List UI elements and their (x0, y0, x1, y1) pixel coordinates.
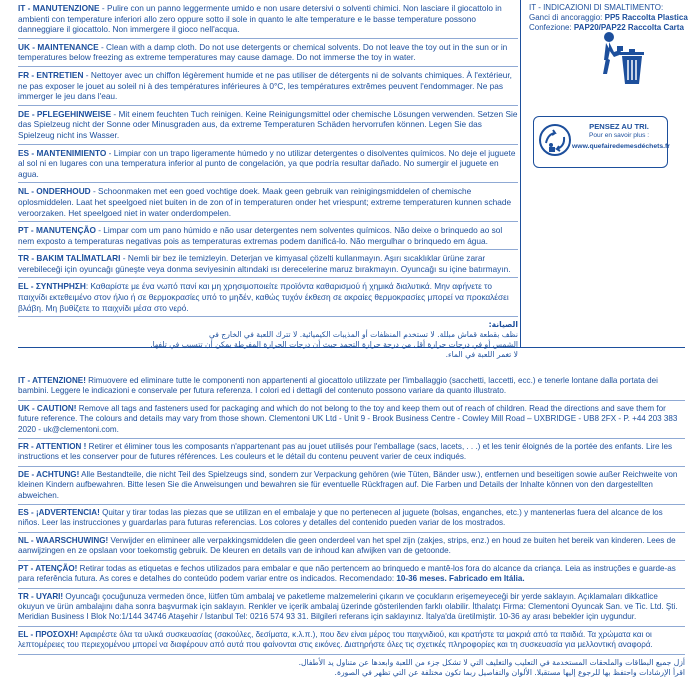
maintenance-uk (18, 42, 518, 63)
warning-fr (18, 442, 685, 463)
maintenance-ar-line: نظف بقطعة قماش مبللة. لا تستخدم المنظفات أو المذيبات الكيميائية. لا تترك اللعبة في الخارج في (208, 330, 518, 340)
disposal-hooks-value: PP5 Raccolta Plastica (604, 13, 688, 22)
maintenance-it (18, 3, 518, 35)
warnings-section (18, 376, 685, 679)
section-rule (18, 221, 518, 222)
warning-de-heading: DE - ACHTUNG! (18, 469, 80, 479)
warning-pt-age-origin: 10-36 meses. Fabricado em Itália. (396, 574, 525, 584)
section-rule (18, 66, 518, 67)
warning-ar (18, 658, 685, 679)
warning-uk (18, 404, 685, 435)
warning-es (18, 508, 685, 529)
maintenance-fr-heading: FR - ENTRETIEN (18, 69, 84, 80)
disposal-package-label: Confezione: (529, 23, 574, 32)
warning-ar-line: اقرأ الإرشادات واحتفظ بها للرجوع إليها مستقبلا. الألوان والتفاصيل ربما تكون مختلفة عن التي تظهر في الصورة. (334, 668, 685, 678)
maintenance-it-heading: IT - MANUTENZIONE (18, 3, 100, 13)
maintenance-it-text: - Pulire con un panno leggermente umido e non usare detersivi o solventi chimici. Non lasciare il giocattolo in ambienti con temperature inferiori allo zero oppure sotto il sole in quanto le alte temperature e le basse temperature possono danneggiare il giocattolo. Non immergere il gioco nell'acqua. (18, 3, 502, 35)
maintenance-pt-text: - Limpar com um pano húmido e não usar detergentes nem solventes químicos. Não deixe o brinquedo ao sol nem exposto a temperaturas negativas pois as temperaturas extremas podem danificá-lo. Não mergulhar o brinquedo em água. (18, 225, 503, 246)
warning-it (18, 376, 685, 397)
warning-uk-text: Remove all tags and fasteners used for packaging and which do not belong to the toy and keep them out of reach of children. Read the directions and save them for future reference. The colours and details may vary from those shown. Clementoni UK Ltd - Unit 9 - Brook Business Centre - Cowley Mill Road – UXBRIDGE - UB8 2FX - P. +44 203 383 2020 - uk@clementoni.com. (18, 403, 678, 434)
vertical-divider (520, 0, 521, 348)
section-rule (18, 626, 685, 627)
section-rule (18, 588, 685, 589)
warning-es-heading: ES - ¡ADVERTENCIA! (18, 508, 100, 518)
maintenance-section (18, 3, 518, 360)
warning-pt-heading: PT - ATENÇÃO! (18, 563, 78, 573)
maintenance-nl-heading: NL - ONDERHOUD (18, 186, 91, 197)
maintenance-es (18, 148, 518, 180)
maintenance-es-heading: ES - MANTENIMIENTO (18, 147, 107, 158)
triman-recycle-box (533, 116, 668, 168)
recycle-bin-icon (600, 30, 646, 90)
maintenance-nl-text: - Schoonmaken met een goed vochtige doek. Maak geen gebruik van reinigingsmiddelen of chemische oplosmiddelen. Laat het speelgoed niet buiten in de zon of in temperaturen onder het vriespunt; extreme temperaturen kunnen schade veroorzaken. Het speelgoed niet in water onderdompelen. (18, 186, 512, 218)
warning-el-text: Αφαιρέστε όλα τα υλικά συσκευασίας (σακούλες, δεσίματα, κ.λ.π.), που δεν είναι μέρος του παιχνιδιού, και κρατήστε τα μακριά από τα παιδιά. Τα χρώματα και οι λεπτομέρειες του περιεχομένου μπορεί να διαφέρουν από αυτά που φαίνονται στις εικόνες. Διατηρήστε όλες τις σχετικές πληροφορίες και τη συσκευασία για μελλοντική αναφορά. (18, 629, 653, 650)
warning-fr-heading: FR - ATTENTION ! (18, 442, 87, 452)
maintenance-el-text: : Καθαρίστε με ένα νωπό πανί και μη χρησιμοποιείτε προϊόντα καθαρισμού ή χημικά διαλυτικά. Μην αφήνετε το παιχνίδι εκτεθειμένο στον ήλιο ή σε θερμοκρασίες υπό το μηδέν, καθώς τυχόν έκθεση σε ακραίες θερμοκρασίες μπορεί να προκαλέσει βλάβη. Μη βυθίζετε το παιχνίδι μέσα στο νερό. (18, 281, 509, 313)
warning-nl-heading: NL - WAARSCHUWING! (18, 535, 109, 545)
maintenance-de-text: - Mit einem feuchten Tuch reinigen. Keine Reinigungsmittel oder chemische Lösungen verwenden. Setzen Sie das Spielzeug nicht der Sonne oder Minusgraden aus, da extreme Temperaturen Schäden hervorrufen können. Legen Sie das Spielzeug nicht ins Wasser. (18, 108, 518, 140)
warning-it-text: Rimuovere ed eliminare tutte le componenti non appartenenti al giocattolo utilizzate per l'imballaggio (sacchetti, laccetti, ecc.) e tenerle lontane dalla portata dei bambini. Leggere le indicazioni e conservale per futura referenza. I colori ed i dettagli del contenuto possono variare da quanto illustrato. (18, 376, 658, 396)
maintenance-pt-heading: PT - MANUTENÇÃO (18, 225, 96, 236)
section-rule (18, 249, 518, 250)
disposal-title: IT - INDICAZIONI DI SMALTIMENTO: (529, 3, 664, 12)
maintenance-uk-text: - Clean with a damp cloth. Do not use detergents or chemical solvents. Do not leave the toy out in the sun or in temperatures below freezing as extreme temperatures may cause damage. Do not immerse the toy in water. (18, 41, 508, 63)
warning-ar-line: أزل جميع البطاقات والملحقات المستخدمة في التعليب والتغليف التي لا تشكل جزء من اللعبة وابعدها عن متناول يد الأطفال. (298, 657, 685, 667)
warning-uk-heading: UK - CAUTION! (18, 403, 77, 413)
section-rule (18, 466, 685, 467)
maintenance-ar (18, 320, 518, 360)
maintenance-el (18, 281, 518, 313)
section-rule (18, 316, 518, 317)
disposal-line-hooks (529, 13, 694, 23)
section-rule (18, 105, 518, 106)
warning-fr-text: Retirer et éliminer tous les composants n'appartenant pas au jouet utilisés pour l'emballage (sacs, lacets, . . .) et les tenir éloignés de la portée des enfants. Lire les instructions et les conserver pour de futures références. Les couleurs et le détail du contenu peuvent varier de ceux indiqués. (18, 442, 673, 462)
warning-de-text: Alle Bestandteile, die nicht Teil des Spielzeugs sind, sondern zur Verpackung gehören (wie Tüten, Bänder usw.), entfernen und beseitigen sowie außer Reichweite von kleinen Kindern aufbewahren. Bitte lesen Sie die Anweisungen und bewahren sie für eventuelle Rückfragen auf. Die Farben und Details der Inhalte können von den dargestellten abweichen. (18, 469, 678, 500)
maintenance-de-heading: DE - PFLEGEHINWEISE (18, 108, 112, 119)
maintenance-fr (18, 70, 518, 102)
section-rule (18, 654, 685, 655)
disposal-section (529, 3, 694, 33)
warning-el (18, 630, 685, 651)
section-rule (18, 182, 518, 183)
warning-it-heading: IT - ATTENZIONE! (18, 376, 86, 385)
warning-tr (18, 592, 685, 623)
section-rule (18, 144, 518, 145)
warning-tr-heading: TR - UYARI! (18, 591, 64, 601)
warning-el-heading: EL - ΠΡΟΣΟΧΗ! (18, 629, 79, 639)
maintenance-fr-text: - Nettoyer avec un chiffon légèrement humide et ne pas utiliser de détergents ni de solvants chimiques. À l'extérieur, ne pas exposer le jouet au soleil ni à des températures inférieures à 0°C, les températures extrêmes peuvent l'endommager. Ne pas immerger le jeu dans l'eau. (18, 69, 512, 102)
maintenance-ar-heading: الصيانة: (488, 320, 518, 330)
warning-nl (18, 536, 685, 557)
warning-nl-text: Verwijder en elimineer alle verpakkingsmiddelen die geen onderdeel van het spel zijn (zakjes, strips, enz.) en houd ze buiten het bereik van kinderen. Lees de aanwijzingen en ze opslaan voor toekomstig gebruik. De kleuren en details van de inhoud kan afwijken van de getoonde. (18, 535, 676, 556)
triman-url: www.quefairedemesdéchets.fr (572, 143, 670, 150)
maintenance-ar-line: لا تغمر اللعبة في الماء. (445, 350, 518, 360)
maintenance-el-heading: EL - ΣΥΝΤΗΡΗΣΗ (18, 281, 86, 292)
warning-de (18, 470, 685, 501)
section-rule (18, 38, 518, 39)
maintenance-nl (18, 186, 518, 218)
section-rule (18, 560, 685, 561)
section-rule (18, 504, 685, 505)
warning-tr-text: Oyuncağı çocuğunuza vermeden önce, lütfen tüm ambalaj ve paketleme malzemelerini çıkarın ve çocukların erişemeyeceği bir yerde saklayın. Açıklamaları dikkatlice okuyun ve ürün ambalajını daha sonra başvurmak için saklayın. Renkler ve içerik ambalaj üzerinde gösterilenden farklı olabilir. İthalatçı Firma: Clementoni Oyuncak San. ve Tic. Ltd. Şti. Meridian Business I Blok No:1/144 34746 Ataşehir / İstanbul Tel: 0216 574 93 31. Bilgileri referans için saklayınız. İtalya'da üretilmiştir. 10-36 ay arası bebekler için uygundur. (18, 591, 678, 622)
maintenance-uk-heading: UK - MAINTENANCE (18, 41, 99, 52)
disposal-hooks-label: Ganci di ancoraggio: (529, 13, 605, 22)
triman-title: PENSEZ AU TRI. (589, 122, 649, 131)
section-rule (18, 400, 685, 401)
triman-subtitle: Pour en savoir plus : (588, 132, 650, 139)
triman-icon (538, 123, 572, 157)
maintenance-tr (18, 253, 518, 274)
maintenance-tr-heading: TR - BAKIM TALİMATLARI (18, 253, 121, 264)
section-rule (18, 438, 685, 439)
maintenance-es-text: - Limpiar con un trapo ligeramente húmedo y no utilizar detergentes o disolventes químicos. No deje el juguete al sol ni en lugares con una temperatura inferior al punto de congelación, ya que podría resultar dañado. No sumergir el juguete en agua. (18, 147, 516, 179)
maintenance-de (18, 109, 518, 141)
warning-pt (18, 564, 685, 585)
section-rule (18, 277, 518, 278)
maintenance-ar-line: الشمس أو في درجات حرارة أقل من درجة حرارة التجمد حيث أن درجات الحرارة المفرطة يمكن أن تتسبب في تلفها. (150, 340, 518, 350)
maintenance-pt (18, 225, 518, 246)
section-rule (18, 532, 685, 533)
warning-es-text: Quitar y tirar todas las piezas que se utilizan en el embalaje y que no pertenecen al juguete (bolsas, enganches, etc.) y mantenerlas fuera del alcance de los niños. Leer las instrucciones y guardarlas para futuras referencias. Los colores y detalles del contenido pueden variar de los mostrados. (18, 508, 663, 528)
maintenance-tr-text: - Nemli bir bez ile temizleyin. Deterjan ve kimyasal çözelti kullanmayın. Aşırı sıcaklıklar ürüne zarar verebileceği için oyuncağı güneşte veya donma seviyesinin altındaki ısı derecelerine maruz bırakmayın. Oyuncağı su içine batırmayın. (18, 253, 511, 274)
warning-pt-text: Retirar todas as etiquetas e fechos utilizados para embalar e que não pertencem ao brinquedo e mantê-los fora do alcance da criança. Leia as instruções e guarde-as para referência futura. As cores e detalhes do conteúdo podem variar entre os indicados. Recomendado: (18, 563, 676, 584)
disposal-package-value: PAP20/PAP22 Raccolta Carta (573, 23, 684, 32)
